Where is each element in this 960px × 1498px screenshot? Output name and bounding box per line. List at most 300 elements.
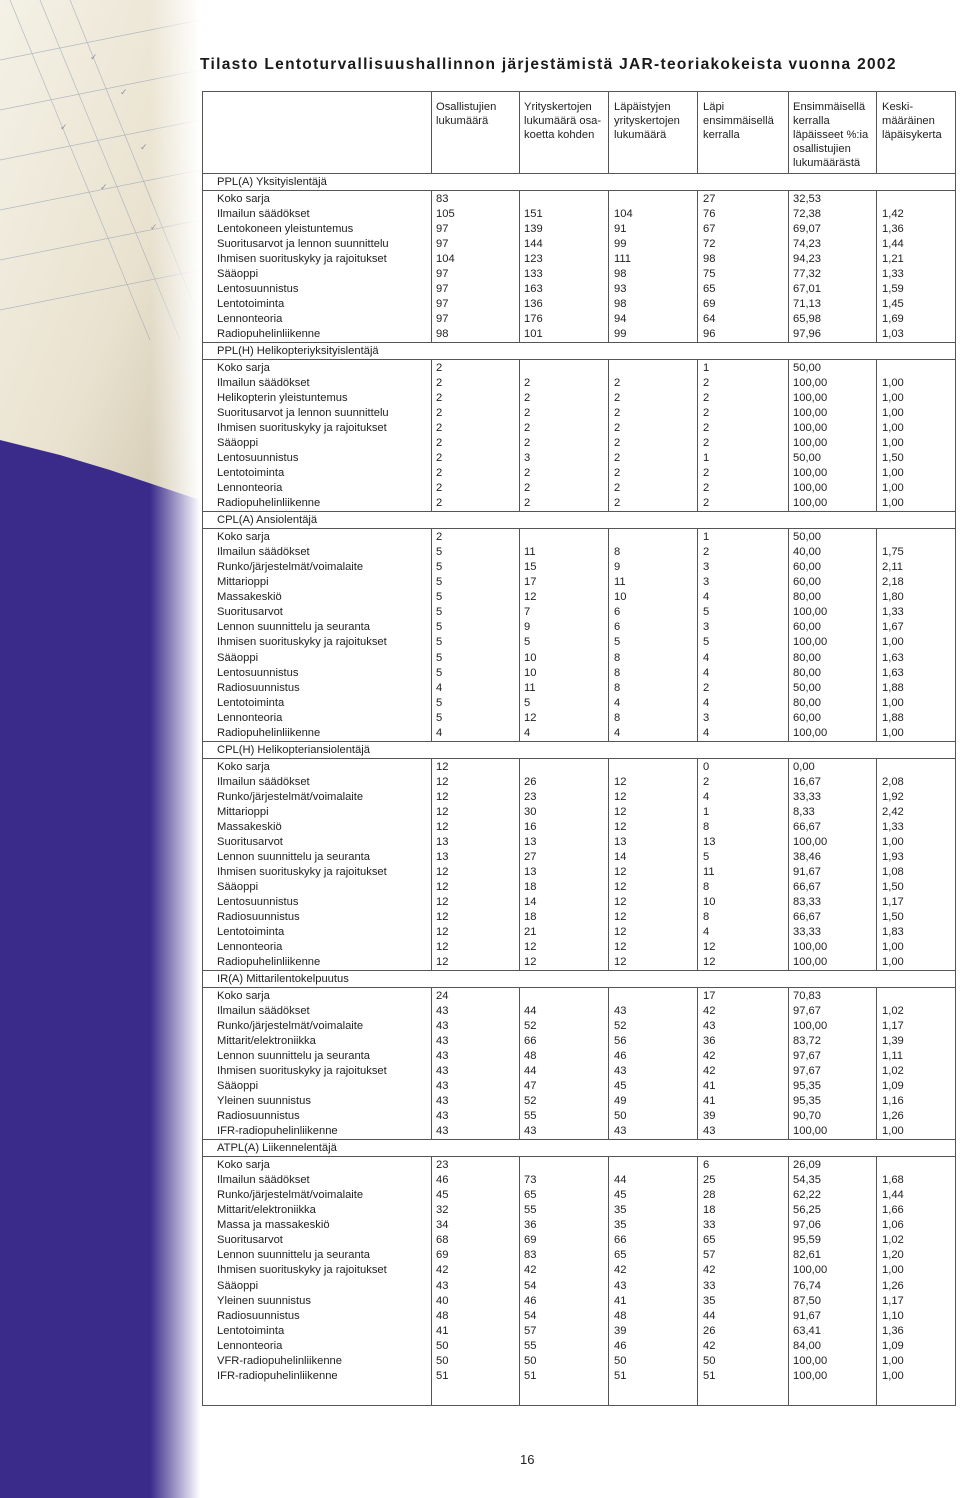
table-row	[203, 1049, 955, 1064]
table-cell: 40	[436, 1294, 449, 1307]
table-row	[203, 327, 955, 342]
table-cell: 50	[703, 1354, 716, 1367]
table-cell: 57	[703, 1249, 716, 1262]
column-header-line: kerralla	[793, 115, 830, 127]
table-cell: 100,00	[793, 407, 828, 420]
table-cell: 72,38	[793, 207, 821, 220]
table-cell: 42	[436, 1264, 449, 1277]
table-cell: 1,50	[882, 880, 904, 893]
table-cell: 4	[524, 726, 531, 739]
table-cell: 99	[614, 237, 627, 250]
table-cell: 2	[436, 376, 443, 389]
table-row	[203, 361, 955, 376]
row-label: VFR-radiopuhelinliikenne	[217, 1354, 342, 1367]
table-cell: 97,67	[793, 1050, 821, 1063]
table-cell: 3	[703, 711, 710, 724]
table-cell: 5	[436, 696, 443, 709]
table-cell: 65	[524, 1189, 537, 1202]
table-cell: 42	[703, 1264, 716, 1277]
row-label: Radiopuhelinliikenne	[217, 497, 321, 510]
table-cell: 101	[524, 328, 543, 341]
table-cell: 73	[524, 1174, 537, 1187]
table-cell: 34	[436, 1219, 449, 1232]
table-cell: 1,92	[882, 790, 904, 803]
table-cell: 33,33	[793, 790, 821, 803]
table-cell: 2	[436, 422, 443, 435]
row-label: Koko sarja	[217, 531, 270, 544]
table-cell: 60,00	[793, 711, 821, 724]
table-cell: 2	[524, 482, 531, 495]
table-row	[203, 545, 955, 560]
section-title: CPL(A) Ansiolentäjä	[217, 514, 318, 527]
table-cell: 1,00	[882, 422, 904, 435]
table-cell: 42	[703, 1339, 716, 1352]
table-cell: 100,00	[793, 1020, 828, 1032]
table-cell: 1,16	[882, 1095, 904, 1108]
table-cell: 12	[436, 760, 449, 773]
table-cell: 2	[703, 497, 710, 510]
row-label: IFR-radiopuhelinliikenne	[217, 1125, 338, 1138]
row-label: Ilmailun säädökset	[217, 1174, 310, 1187]
column-header-line: Läpäistyjen	[614, 101, 671, 113]
row-label: Radiosuunnistus	[217, 681, 300, 694]
table-cell: 8,33	[793, 805, 815, 818]
row-label: Runko/järjestelmät/voimalaite	[217, 790, 364, 803]
row-label: Lentosuunnistus	[217, 452, 299, 465]
table-cell: 1,80	[882, 591, 904, 604]
table-cell: 26	[524, 775, 537, 788]
table-cell: 84,00	[793, 1339, 821, 1352]
row-label: Lentotoiminta	[217, 926, 285, 939]
table-cell: 1,36	[882, 1324, 904, 1337]
table-cell: 35	[614, 1219, 627, 1232]
table-cell: 98	[614, 267, 627, 280]
table-cell: 62,22	[793, 1189, 821, 1202]
row-label: Suoritusarvot	[217, 606, 283, 619]
svg-text:✓: ✓	[90, 53, 98, 63]
row-label: Lentotoiminta	[217, 467, 285, 480]
table-cell: 69	[436, 1249, 449, 1262]
table-cell: 100,00	[793, 1354, 828, 1367]
table-cell: 42	[703, 1065, 716, 1078]
table-row	[203, 605, 955, 620]
table-cell: 83,72	[793, 1035, 821, 1048]
table-cell: 5	[436, 576, 443, 589]
table-cell: 100,00	[793, 1264, 828, 1277]
column-header-line: yrityskertojen	[614, 115, 680, 127]
table-cell: 4	[703, 926, 710, 939]
table-cell: 21	[524, 926, 537, 939]
table-cell: 13	[614, 835, 627, 848]
table-cell: 2	[524, 437, 531, 450]
table-cell: 2	[524, 407, 531, 420]
table-cell: 12	[614, 820, 627, 833]
table-cell: 43	[614, 1279, 627, 1292]
section-header	[203, 173, 955, 191]
row-label: Ihmisen suorituskyky ja rajoitukset	[217, 252, 387, 265]
table-cell: 8	[703, 880, 710, 893]
row-label: Lentosuunnistus	[217, 666, 299, 679]
row-label: Ilmailun säädökset	[217, 376, 310, 389]
table-row	[203, 1079, 955, 1094]
table-cell: 56,25	[793, 1204, 821, 1217]
table-cell: 1,09	[882, 1080, 904, 1093]
table-cell: 66	[524, 1035, 537, 1048]
table-cell: 1,00	[882, 726, 904, 739]
table-row	[203, 1324, 955, 1339]
table-cell: 1,00	[882, 696, 904, 709]
table-cell: 2	[703, 467, 710, 480]
row-label: Ihmisen suorituskyky ja rajoitukset	[217, 636, 387, 649]
table-row	[203, 760, 955, 775]
table-cell: 69,07	[793, 222, 821, 235]
table-row	[203, 790, 955, 805]
table-cell: 13	[524, 835, 537, 848]
table-cell: 1,00	[882, 392, 904, 404]
table-cell: 5	[436, 546, 443, 559]
table-cell: 2	[524, 376, 531, 389]
table-cell: 2	[703, 437, 710, 450]
row-label: Lennonteoria	[217, 313, 283, 326]
table-cell: 47	[524, 1080, 537, 1093]
section-header	[203, 741, 955, 759]
row-label: Ilmailun säädökset	[217, 207, 310, 220]
table-cell: 72	[703, 237, 716, 250]
table-row	[203, 1309, 955, 1324]
table-cell: 5	[703, 850, 710, 863]
row-label: Lennon suunnittelu ja seuranta	[217, 621, 371, 634]
table-cell: 83	[436, 192, 449, 205]
column-header	[614, 100, 680, 142]
row-label: Sääoppi	[217, 1279, 259, 1292]
section-title: ATPL(A) Liikennelentäjä	[217, 1142, 337, 1155]
table-cell: 95,35	[793, 1080, 821, 1093]
table-row	[203, 666, 955, 681]
row-label: Radiosuunnistus	[217, 1110, 300, 1123]
table-cell: 39	[703, 1110, 716, 1123]
table-cell: 4	[436, 681, 443, 694]
table-cell: 12	[614, 941, 627, 954]
table-row	[203, 297, 955, 312]
table-cell: 69	[524, 1234, 537, 1247]
table-cell: 1,50	[882, 452, 904, 465]
table-cell: 26,09	[793, 1159, 821, 1172]
table-row	[203, 530, 955, 545]
table-cell: 1,44	[882, 1189, 904, 1202]
table-cell: 1,33	[882, 267, 904, 280]
table-cell: 12	[614, 926, 627, 939]
table-cell: 1,63	[882, 666, 904, 679]
table-row	[203, 282, 955, 297]
table-cell: 100,00	[793, 467, 828, 480]
table-cell: 8	[614, 666, 621, 679]
table-cell: 1,00	[882, 956, 904, 969]
table-cell: 1,42	[882, 207, 904, 220]
table-row	[203, 1094, 955, 1109]
table-cell: 1,93	[882, 850, 904, 863]
table-cell: 95,35	[793, 1095, 821, 1108]
table-cell: 5	[524, 696, 531, 709]
table-row	[203, 1339, 955, 1354]
row-label: Lennonteoria	[217, 482, 283, 495]
table-cell: 67,01	[793, 283, 821, 295]
table-cell: 123	[524, 252, 543, 265]
section-title: PPL(A) Yksityislentäjä	[217, 176, 327, 188]
table-cell: 50,00	[793, 681, 821, 694]
table-row	[203, 312, 955, 327]
table-cell: 3	[703, 621, 710, 634]
column-header	[703, 100, 774, 142]
table-cell: 69	[703, 298, 716, 311]
table-cell: 100,00	[793, 941, 828, 954]
table-cell: 104	[614, 207, 633, 220]
table-row	[203, 1124, 955, 1139]
table-cell: 1,00	[882, 467, 904, 480]
table-row	[203, 481, 955, 496]
table-row	[203, 910, 955, 925]
table-cell: 4	[614, 696, 621, 709]
table-cell: 1,00	[882, 376, 904, 389]
table-cell: 1,03	[882, 328, 904, 341]
table-cell: 54	[524, 1309, 537, 1322]
table-cell: 40,00	[793, 546, 821, 559]
table-cell: 42	[703, 1050, 716, 1063]
table-row	[203, 1203, 955, 1218]
table-row	[203, 1004, 955, 1019]
table-cell: 144	[524, 237, 543, 250]
table-cell: 43	[436, 1125, 449, 1138]
row-label: Massa ja massakeskiö	[217, 1219, 330, 1232]
column-header	[793, 100, 868, 170]
table-cell: 1,69	[882, 313, 904, 326]
table-cell: 52	[524, 1095, 537, 1108]
row-label: Koko sarja	[217, 192, 270, 205]
table-cell: 5	[703, 636, 710, 649]
table-cell: 50	[436, 1354, 449, 1367]
svg-text:✓: ✓	[140, 143, 148, 153]
table-cell: 10	[524, 666, 537, 679]
table-cell: 1,68	[882, 1174, 904, 1187]
table-cell: 52	[524, 1020, 537, 1032]
table-cell: 87,50	[793, 1294, 821, 1307]
table-cell: 96	[703, 328, 716, 341]
table-cell: 42	[614, 1264, 627, 1277]
table-cell: 5	[436, 711, 443, 724]
table-row	[203, 651, 955, 666]
row-label: Sääoppi	[217, 880, 259, 893]
table-row	[203, 575, 955, 590]
table-cell: 48	[524, 1050, 537, 1063]
table-cell: 2	[436, 392, 443, 404]
column-header-line: läpäisseet %:ia	[793, 129, 869, 141]
table-cell: 1,00	[882, 1354, 904, 1367]
table-cell: 5	[436, 606, 443, 619]
column-header-line: Yrityskertojen	[524, 101, 592, 113]
table-cell: 5	[436, 636, 443, 649]
column-header-line: ensimmäisellä	[703, 115, 774, 127]
svg-text:✓: ✓	[120, 88, 128, 98]
table-cell: 43	[436, 1004, 449, 1017]
table-cell: 1,59	[882, 283, 904, 295]
table-cell: 10	[703, 895, 716, 908]
table-row	[203, 775, 955, 790]
table-cell: 64	[703, 313, 716, 326]
table-row	[203, 835, 955, 850]
column-header-line: Läpi	[703, 101, 725, 113]
table-cell: 12	[614, 895, 627, 908]
table-cell: 66,67	[793, 911, 821, 923]
table-cell: 1,02	[882, 1004, 904, 1017]
table-cell: 13	[436, 835, 449, 848]
table-cell: 18	[524, 911, 537, 923]
table-cell: 52	[614, 1020, 627, 1032]
table-cell: 1,08	[882, 865, 904, 878]
table-row	[203, 496, 955, 511]
row-label: Runko/järjestelmät/voimalaite	[217, 1189, 364, 1202]
table-cell: 43	[436, 1080, 449, 1093]
table-cell: 12	[436, 911, 449, 923]
table-cell: 1,00	[882, 407, 904, 420]
table-cell: 12	[524, 591, 537, 604]
table-cell: 100,00	[793, 1125, 828, 1138]
section-header	[203, 342, 955, 360]
table-cell: 100,00	[793, 636, 828, 649]
row-label: Yleinen suunnistus	[217, 1095, 311, 1108]
table-cell: 6	[703, 1159, 710, 1172]
table-cell: 1,00	[882, 1125, 904, 1138]
table-cell: 0	[703, 760, 710, 773]
table-cell: 1,33	[882, 606, 904, 619]
table-cell: 10	[614, 591, 627, 604]
table-cell: 12	[614, 805, 627, 818]
column-header-line: lukumäärästä	[793, 157, 861, 169]
table-cell: 65	[703, 1234, 716, 1247]
table-cell: 36	[524, 1219, 537, 1232]
table-cell: 43	[614, 1004, 627, 1017]
table-row	[203, 1064, 955, 1079]
table-cell: 35	[703, 1294, 716, 1307]
table-cell: 30	[524, 805, 537, 818]
table-cell: 27	[524, 850, 537, 863]
table-cell: 70,83	[793, 989, 821, 1002]
table-cell: 2	[524, 497, 531, 510]
table-cell: 104	[436, 252, 455, 265]
table-cell: 12	[614, 880, 627, 893]
table-cell: 14	[524, 895, 537, 908]
table-cell: 2	[614, 392, 621, 404]
table-cell: 100,00	[793, 835, 828, 848]
row-label: Lennonteoria	[217, 941, 283, 954]
table-cell: 43	[436, 1279, 449, 1292]
table-row	[203, 376, 955, 391]
table-cell: 50,00	[793, 361, 821, 374]
table-cell: 90,70	[793, 1110, 821, 1123]
row-label: Suoritusarvot ja lennon suunnittelu	[217, 407, 389, 420]
table-row	[203, 237, 955, 252]
table-cell: 71,13	[793, 298, 821, 311]
table-cell: 5	[436, 666, 443, 679]
table-cell: 43	[614, 1065, 627, 1078]
row-label: Lennonteoria	[217, 1339, 283, 1352]
table-cell: 66,67	[793, 880, 821, 893]
table-cell: 51	[436, 1369, 449, 1382]
table-row	[203, 1173, 955, 1188]
table-cell: 100,00	[793, 726, 828, 739]
table-cell: 98	[703, 252, 716, 265]
table-cell: 24	[436, 989, 449, 1002]
table-cell: 136	[524, 298, 543, 311]
table-cell: 1,17	[882, 1294, 904, 1307]
table-cell: 12	[614, 775, 627, 788]
row-label: Suoritusarvot	[217, 1234, 283, 1247]
table-cell: 1,33	[882, 820, 904, 833]
table-row	[203, 820, 955, 835]
table-cell: 111	[614, 252, 632, 265]
table-cell: 9	[524, 621, 531, 634]
column-header	[882, 100, 942, 142]
table-cell: 55	[524, 1339, 537, 1352]
table-cell: 1	[703, 452, 710, 465]
table-cell: 76,74	[793, 1279, 821, 1292]
table-cell: 0,00	[793, 760, 815, 773]
table-cell: 43	[436, 1095, 449, 1108]
table-cell: 12	[436, 805, 449, 818]
table-cell: 65	[614, 1249, 627, 1262]
table-cell: 4	[703, 651, 710, 664]
row-label: Lennon suunnittelu ja seuranta	[217, 1249, 371, 1262]
table-cell: 23	[524, 790, 537, 803]
table-cell: 2	[436, 531, 443, 544]
column-header-line: koetta kohden	[524, 129, 595, 141]
cover-photo-band	[0, 0, 200, 1498]
table-cell: 100,00	[793, 482, 828, 495]
row-label: Ihmisen suorituskyky ja rajoitukset	[217, 422, 387, 435]
table-cell: 1,66	[882, 1204, 904, 1217]
table-cell: 2	[614, 376, 621, 389]
table-cell: 91,67	[793, 1309, 821, 1322]
row-label: Koko sarja	[217, 1159, 270, 1172]
table-cell: 44	[524, 1065, 537, 1078]
table-cell: 2,42	[882, 805, 904, 818]
table-cell: 43	[436, 1110, 449, 1123]
table-cell: 1,44	[882, 237, 904, 250]
section-header	[203, 970, 955, 988]
table-cell: 5	[436, 591, 443, 604]
table-cell: 12	[703, 941, 716, 954]
table-cell: 5	[436, 621, 443, 634]
table-cell: 1,50	[882, 911, 904, 923]
row-label: Radiopuhelinliikenne	[217, 328, 321, 341]
table-cell: 100,00	[793, 422, 828, 435]
row-label: Radiosuunnistus	[217, 911, 300, 923]
table-cell: 18	[703, 1204, 716, 1217]
row-label: Ilmailun säädökset	[217, 1004, 310, 1017]
row-label: Koko sarja	[217, 760, 270, 773]
table-cell: 65	[703, 283, 716, 295]
table-cell: 12	[436, 775, 449, 788]
row-label: Mittarit/elektroniikka	[217, 1204, 316, 1217]
table-cell: 43	[436, 1035, 449, 1048]
table-cell: 1,83	[882, 926, 904, 939]
table-cell: 66	[614, 1234, 627, 1247]
table-cell: 1,11	[882, 1050, 903, 1063]
row-label: Ihmisen suorituskyky ja rajoitukset	[217, 1065, 387, 1078]
row-label: IFR-radiopuhelinliikenne	[217, 1369, 338, 1382]
table-cell: 48	[436, 1309, 449, 1322]
table-cell: 139	[524, 222, 543, 235]
table-row	[203, 1218, 955, 1233]
table-cell: 2	[436, 497, 443, 510]
